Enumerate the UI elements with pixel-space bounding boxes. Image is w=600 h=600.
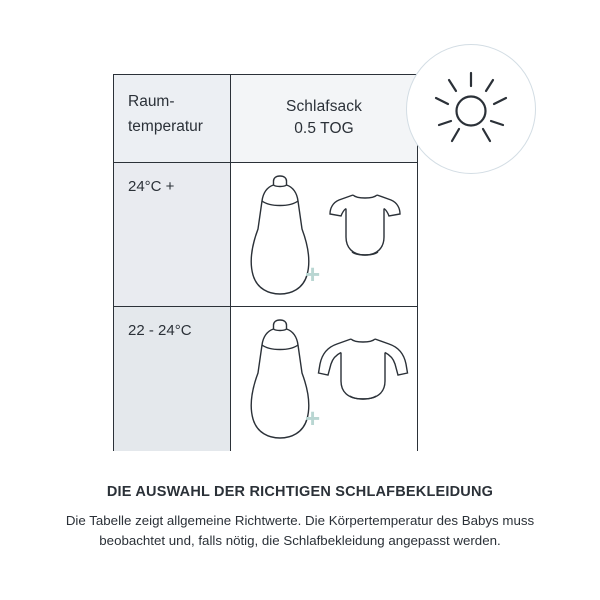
garment-group-2 — [231, 307, 417, 451]
plus-sign-1: + — [305, 259, 321, 289]
table-row — [114, 163, 417, 307]
caption-text: Die Tabelle zeigt allgemeine Richtwerte. Die Körpertemperatur des Babys muss beobachtet und, falls nötig, die Schlafbekleidung angepasst werden. — [65, 513, 535, 548]
temperature-value-2: 22 - 24°C — [128, 322, 192, 339]
long-sleeve-bodysuit-icon — [317, 333, 409, 407]
header-room-temperature-line2: temperatur — [128, 118, 203, 135]
temperature-clothing-table — [113, 74, 418, 451]
header-cell-room-temperature — [114, 75, 231, 162]
sun-badge — [406, 44, 536, 174]
sun-icon — [429, 67, 513, 151]
cell-temperature-range-1 — [114, 163, 231, 306]
temperature-value-1: 24°C + — [128, 178, 175, 195]
cell-garments-1 — [231, 163, 417, 306]
header-room-temperature-line1: Raum- — [128, 93, 175, 110]
table-header-row — [114, 75, 417, 163]
table-row — [114, 307, 417, 451]
short-sleeve-bodysuit-icon — [321, 189, 409, 263]
cell-garments-2 — [231, 307, 417, 451]
garment-group-1 — [231, 163, 417, 306]
cell-temperature-range-2 — [114, 307, 231, 451]
caption-title: DIE AUSWAHL DER RICHTIGEN SCHLAFBEKLEIDUNG — [106, 484, 494, 500]
plus-sign-2: + — [305, 403, 321, 433]
header-cell-garment — [231, 75, 417, 162]
caption-block — [0, 484, 600, 551]
header-garment-line1: Schlafsack — [286, 97, 362, 115]
header-garment-line2: 0.5 TOG — [294, 119, 354, 137]
